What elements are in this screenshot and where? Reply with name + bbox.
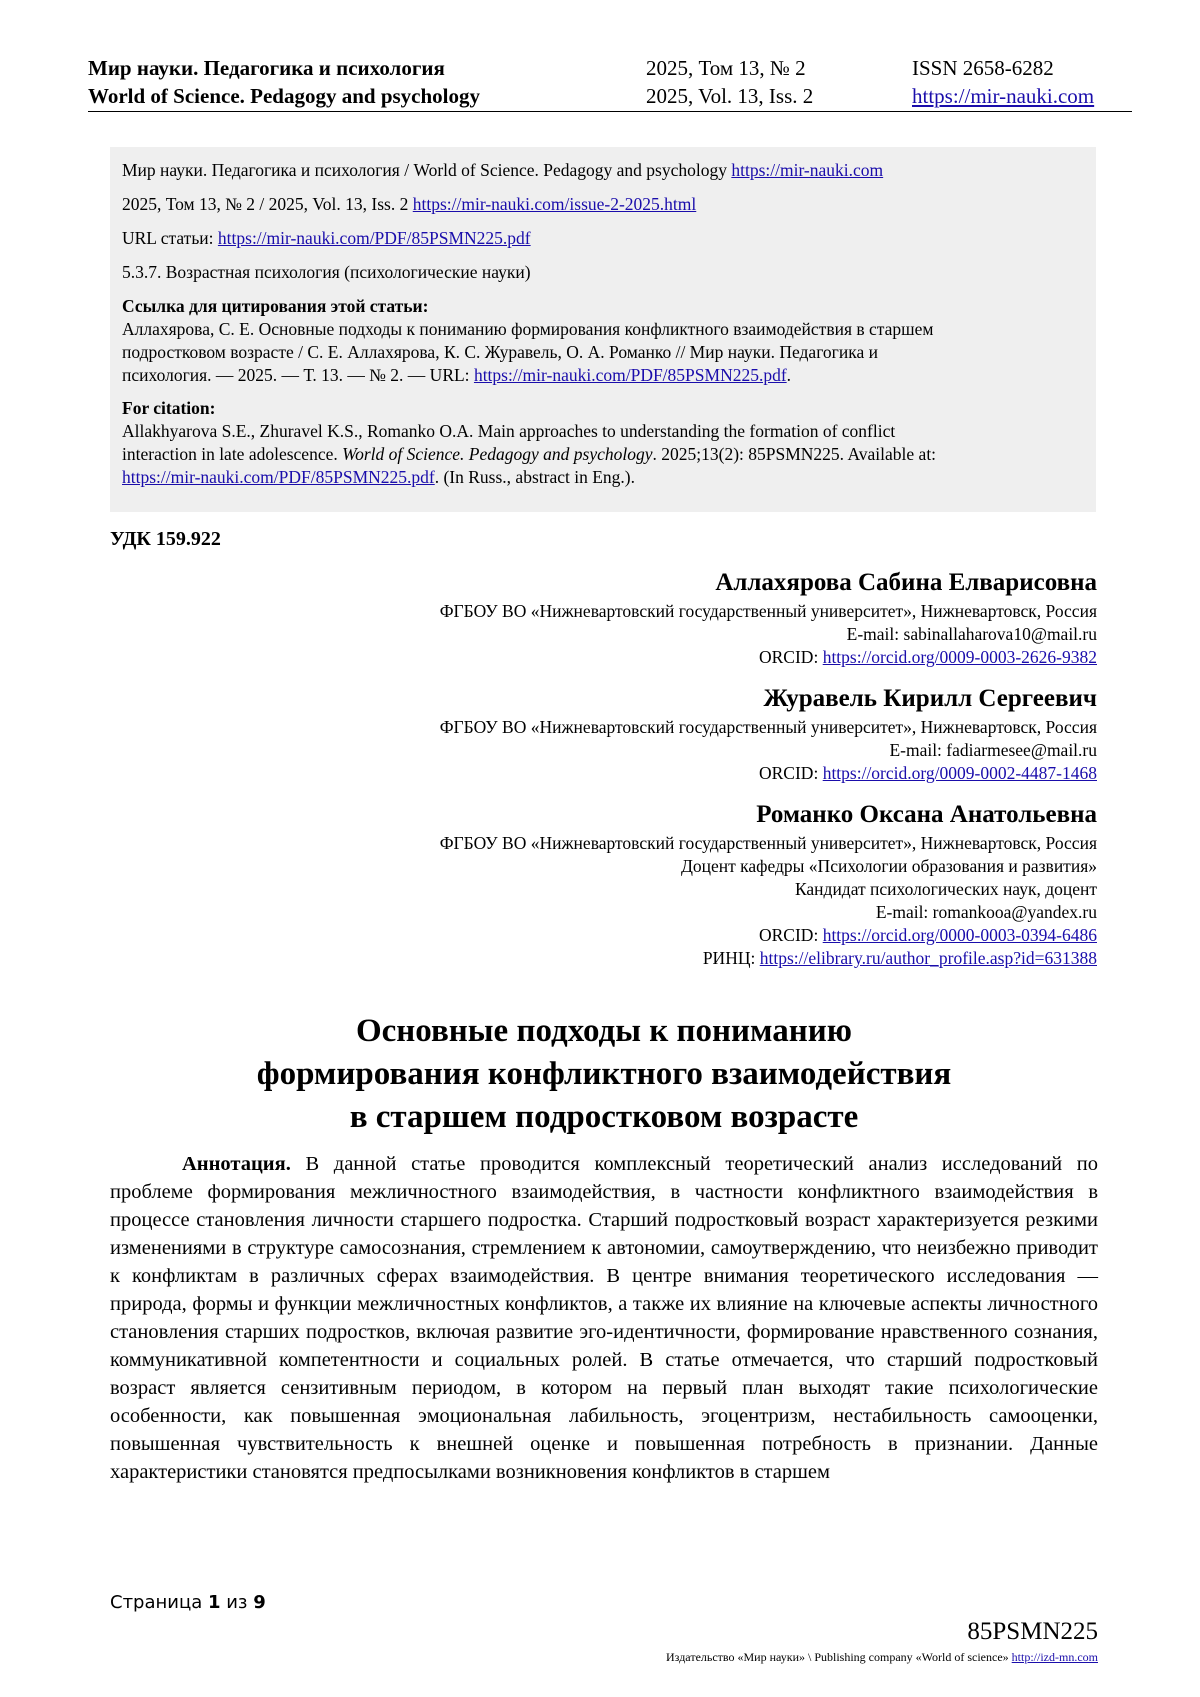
citebox-issue-line: 2025, Том 13, № 2 / 2025, Vol. 13, Iss. 2 https://mir-nauki.com/issue-2-2025.html bbox=[122, 194, 697, 214]
author-orcid: ORCID: https://orcid.org/0009-0002-4487-1468 bbox=[759, 763, 1097, 783]
journal-name bbox=[88, 54, 480, 110]
author-degree: Кандидат психологических наук, доцент bbox=[794, 879, 1097, 899]
citebox-en-link[interactable]: https://mir-nauki.com/PDF/85PSMN225.pdf bbox=[122, 467, 435, 487]
author-2 bbox=[197, 682, 1097, 785]
journal-name-en: World of Science. Pedagogy and psychology bbox=[88, 84, 481, 108]
author-1 bbox=[197, 566, 1097, 669]
citebox-issue-link[interactable]: https://mir-nauki.com/issue-2-2025.html bbox=[412, 194, 697, 214]
author-email: E-mail: fadiarmesee@mail.ru bbox=[889, 740, 1097, 760]
citation-box bbox=[110, 147, 1096, 512]
author-name: Журавель Кирилл Сергеевич bbox=[763, 685, 1097, 712]
author-affiliation: ФГБОУ ВО «Нижневартовский государственный университет», Нижневартовск, Россия bbox=[439, 601, 1097, 621]
citebox-en-line2: interaction in late adolescence. World of Science. Pedagogy and psychology. 2025;13(2): 85PSMN225. Available at: bbox=[122, 444, 937, 464]
author-orcid: ORCID: https://orcid.org/0000-0003-0394-6486 bbox=[759, 925, 1097, 945]
citebox-journal-link[interactable]: https://mir-nauki.com bbox=[731, 160, 884, 180]
orcid-link[interactable]: https://orcid.org/0009-0003-2626-9382 bbox=[822, 647, 1097, 667]
publisher-link[interactable]: http://izd-mn.com bbox=[1011, 1650, 1098, 1664]
citebox-en-line1: Allakhyarova S.E., Zhuravel K.S., Romanko O.A. Main approaches to understanding the formation of conflict bbox=[122, 421, 896, 441]
publisher-line: Издательство «Мир науки» \ Publishing company «World of science» http://izd-mn.com bbox=[666, 1650, 1098, 1664]
title-line-1: Основные подходы к пониманию bbox=[355, 1013, 853, 1049]
citebox-ru-link[interactable]: https://mir-nauki.com/PDF/85PSMN225.pdf bbox=[473, 365, 787, 385]
title-line-3: в старшем подростковом возрасте bbox=[349, 1099, 859, 1135]
author-orcid: ORCID: https://orcid.org/0009-0003-2626-9382 bbox=[759, 647, 1097, 667]
article-title bbox=[110, 1010, 1098, 1139]
issn: ISSN 2658-6282 bbox=[912, 56, 1054, 80]
citebox-en-heading: For citation: bbox=[122, 398, 216, 418]
citebox-ru-line1: Аллахярова, С. Е. Основные подходы к пониманию формирования конфликтного взаимодействия в старшем bbox=[122, 319, 934, 339]
author-affiliation: ФГБОУ ВО «Нижневартовский государственный университет», Нижневартовск, Россия bbox=[439, 717, 1097, 737]
abstract-text: В данной статье проводится комплексный теоретический анализ исследований по проблеме формирования межличностного взаимодействия, в частности конфликтного взаимодействия в процессе становления личности старшего подростка. Старший подростковый возраст характеризуется резкими изменениями в структуре самосознания, стремлением к автономии, самоутверждению, что неизбежно приводит к конфликтам в различных сферах взаимодействия. В центре внимания теоретического исследования — природа, формы и функции межличностных конфликтов, а также их влияние на ключевые аспекты личностного становления старших подростков, включая развитие эго-идентичности, формирование нравственного сознания, коммуникативной компетентности и социальных ролей. В статье отмечается, что старший подростковый возраст является сензитивным периодом, в котором на первый план выходят такие психологические особенности, как повышенная эмоциональная лабильность, эгоцентризм, нестабильность самооценки, повышенная чувствительность к внешней оценке и повышенная потребность в признании. Данные характеристики становятся предпосылками возникновения конфликтов в старшем bbox=[110, 1153, 1098, 1483]
issue-en: 2025, Vol. 13, Iss. 2 bbox=[646, 84, 814, 108]
page-counter: Страница 1 из 9 bbox=[110, 1592, 266, 1613]
author-name: Романко Оксана Анатольевна bbox=[756, 801, 1097, 828]
citebox-ru-line2: подростковом возрасте / С. Е. Аллахярова, К. С. Журавель, О. А. Романко // Мир науки. Педагогика и bbox=[122, 342, 878, 362]
author-name: Аллахярова Сабина Елварисовна bbox=[715, 569, 1097, 596]
article-code: 85PSMN225 bbox=[967, 1618, 1098, 1645]
rinc-link[interactable]: https://elibrary.ru/author_profile.asp?id=631388 bbox=[759, 948, 1097, 968]
citebox-en-line3: https://mir-nauki.com/PDF/85PSMN225.pdf. (In Russ., abstract in Eng.). bbox=[122, 467, 635, 487]
journal-site-link[interactable]: https://mir-nauki.com bbox=[912, 84, 1095, 108]
citebox-specialty: 5.3.7. Возрастная психология (психологические науки) bbox=[122, 262, 531, 282]
citebox-article-link[interactable]: https://mir-nauki.com/PDF/85PSMN225.pdf bbox=[217, 228, 531, 248]
issn-block bbox=[912, 54, 1094, 110]
citebox-ru-line3: психология. — 2025. — Т. 13. — № 2. — URL: https://mir-nauki.com/PDF/85PSMN225.pdf. bbox=[122, 365, 792, 385]
running-header bbox=[88, 54, 1124, 112]
abstract bbox=[110, 1150, 1098, 1486]
citebox-ru-heading: Ссылка для цитирования этой статьи: bbox=[122, 296, 429, 316]
citebox-url-line: URL статьи: https://mir-nauki.com/PDF/85PSMN225.pdf bbox=[122, 228, 531, 248]
journal-name-ru: Мир науки. Педагогика и психология bbox=[88, 56, 445, 80]
header-divider bbox=[88, 111, 1132, 112]
title-line-2: формирования конфликтного взаимодействия bbox=[256, 1056, 952, 1092]
abstract-label: Аннотация. bbox=[182, 1153, 291, 1175]
author-rinc: РИНЦ: https://elibrary.ru/author_profile.asp?id=631388 bbox=[702, 948, 1097, 968]
udk-code: УДК 159.922 bbox=[110, 528, 221, 550]
author-email: E-mail: sabinallaharova10@mail.ru bbox=[846, 624, 1097, 644]
issue-ru: 2025, Том 13, № 2 bbox=[646, 56, 806, 80]
author-affiliation: ФГБОУ ВО «Нижневартовский государственный университет», Нижневартовск, Россия bbox=[439, 833, 1097, 853]
issue-info bbox=[646, 54, 813, 110]
orcid-link[interactable]: https://orcid.org/0000-0003-0394-6486 bbox=[822, 925, 1097, 945]
orcid-link[interactable]: https://orcid.org/0009-0002-4487-1468 bbox=[822, 763, 1097, 783]
authors-block bbox=[197, 566, 1097, 983]
author-email: E-mail: romankooa@yandex.ru bbox=[875, 902, 1097, 922]
citebox-journal-line: Мир науки. Педагогика и психология / World of Science. Pedagogy and psychology https://mir-nauki.com bbox=[122, 160, 884, 180]
author-position: Доцент кафедры «Психологии образования и развития» bbox=[680, 856, 1097, 876]
author-3 bbox=[197, 798, 1097, 970]
